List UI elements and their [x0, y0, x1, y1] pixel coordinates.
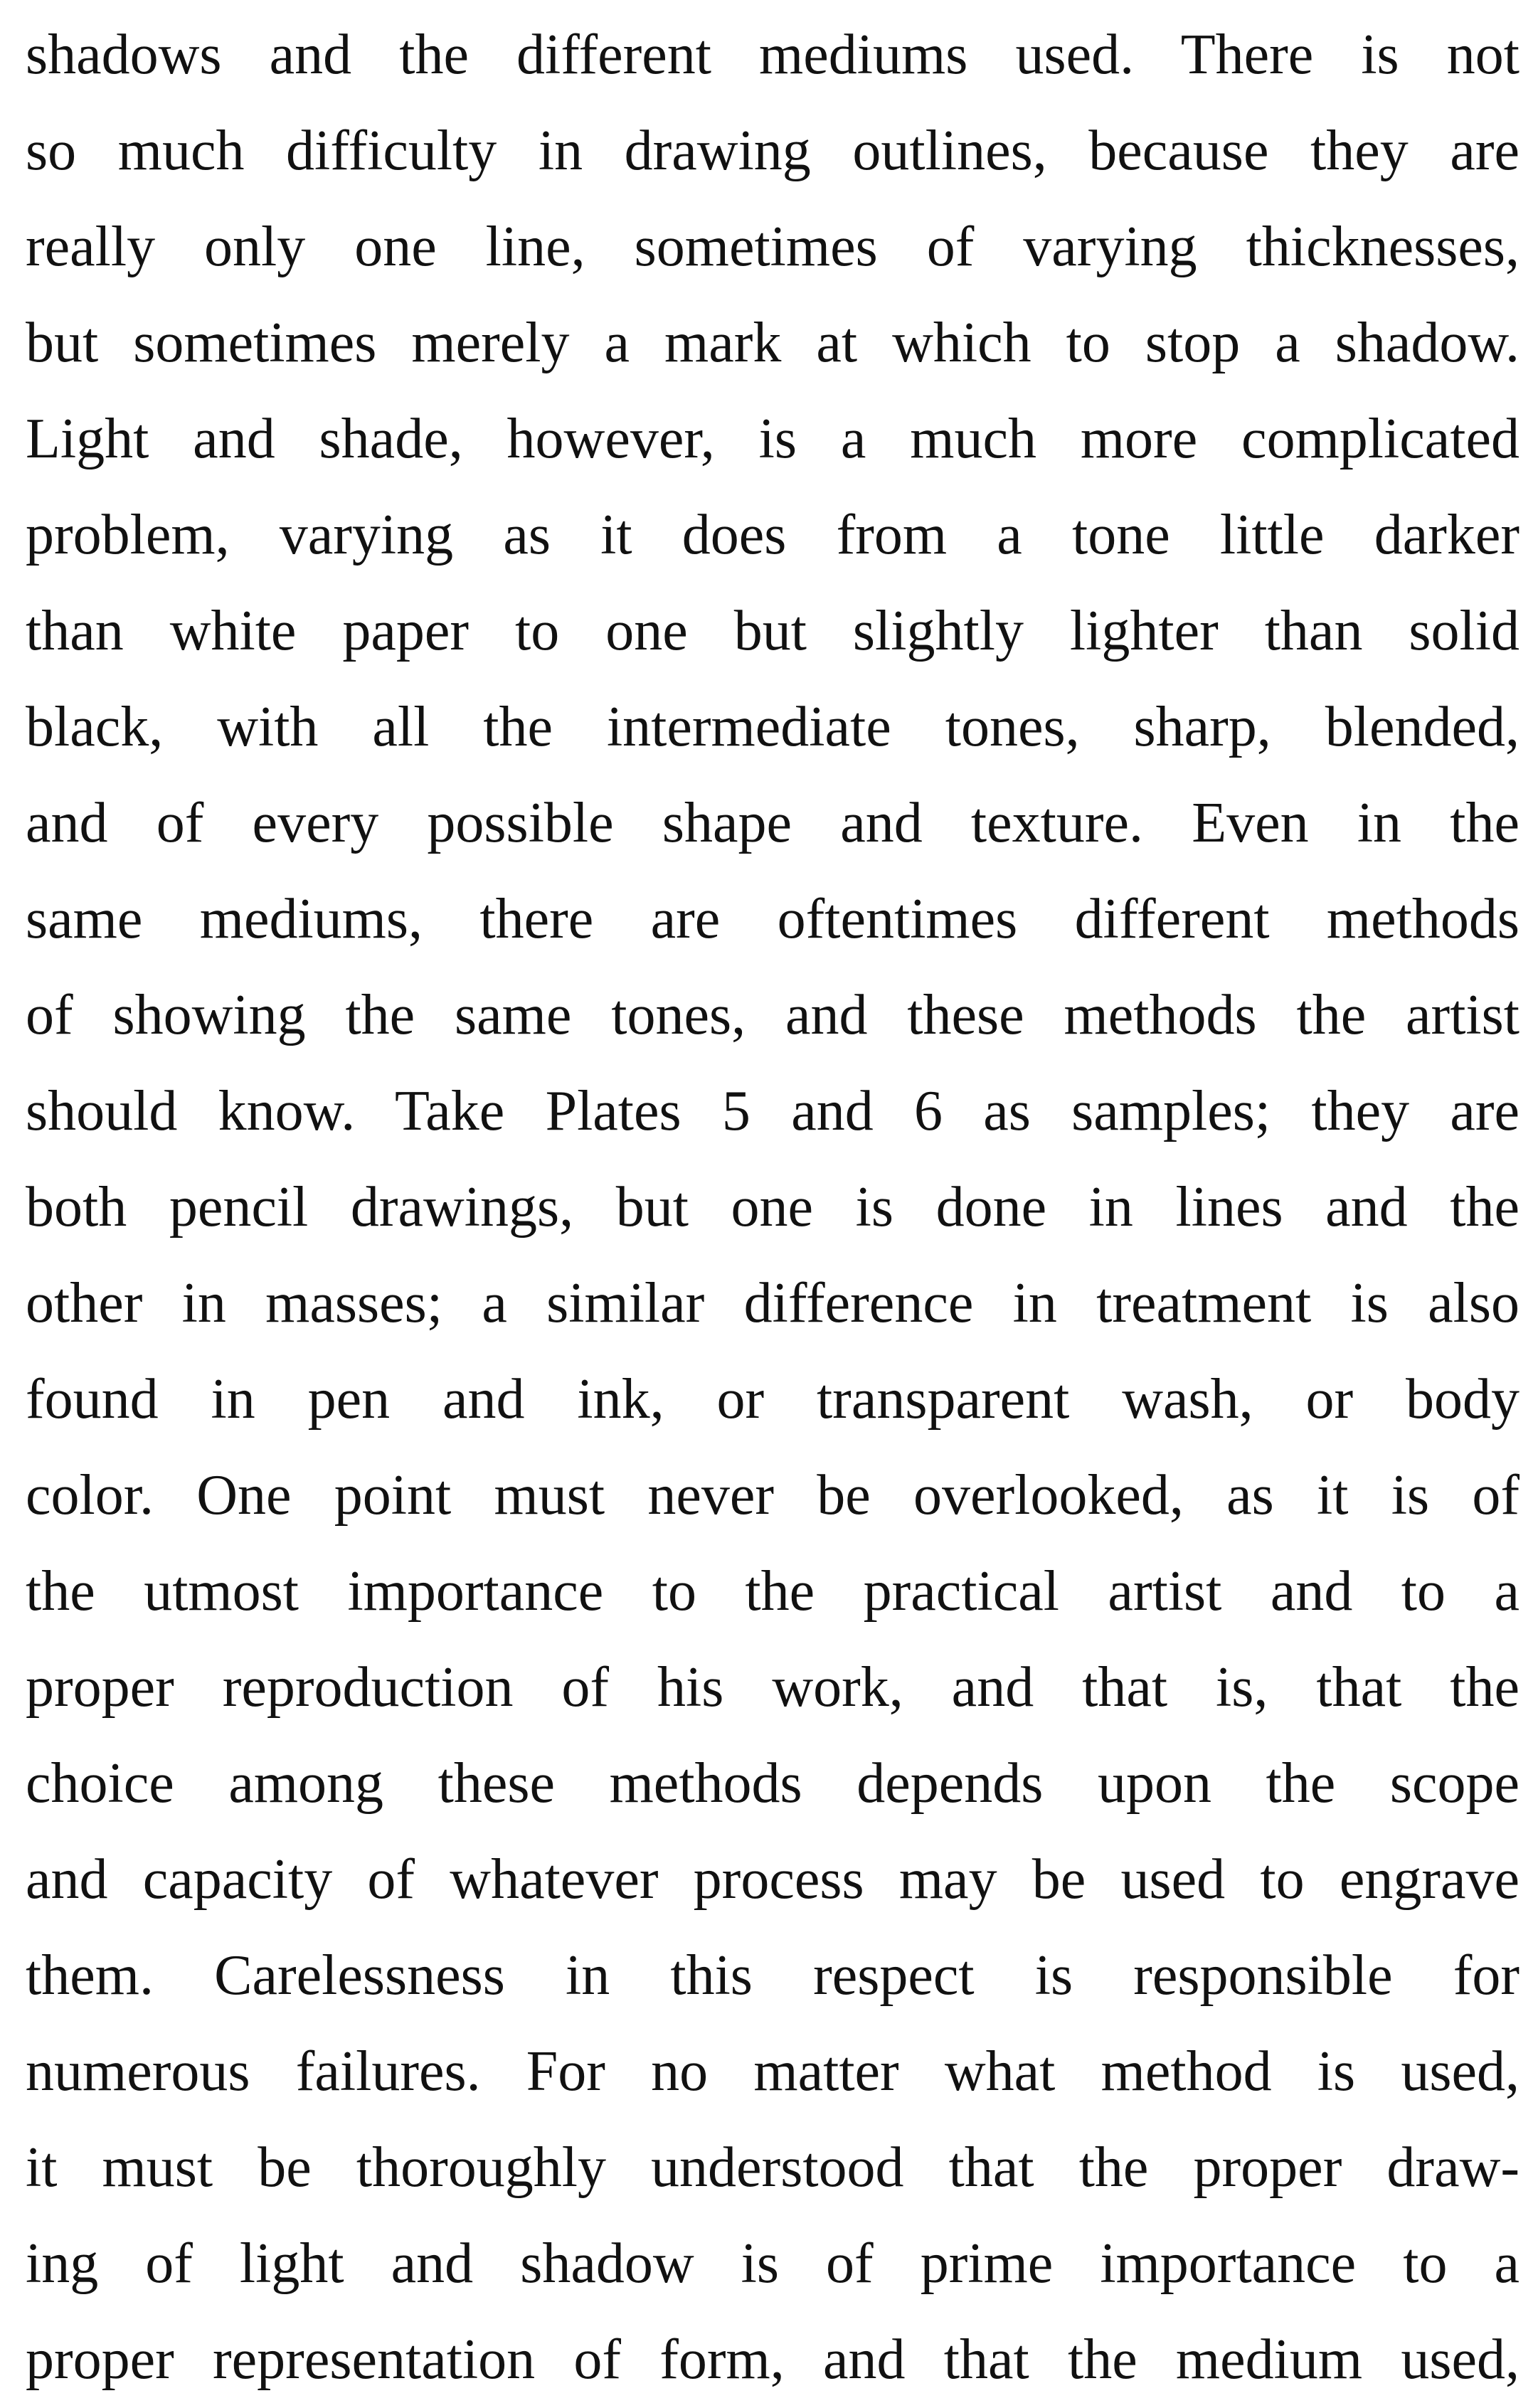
text-line: both pencil drawings, but one is done in lines and the: [26, 1176, 1520, 1239]
text-line: proper reproduction of his work, and that is, that the: [26, 1656, 1520, 1719]
text-line: should know. Take Plates 5 and 6 as samples; they are: [26, 1080, 1520, 1142]
text-line: Light and shade, however, is a much more complicated: [26, 408, 1520, 470]
text-line: them. Carelessness in this respect is responsible for: [26, 1944, 1520, 2007]
text-line: proper representation of form, and that the medium used,: [26, 2328, 1520, 2391]
text-line: color. One point must never be overlooked, as it is of: [26, 1464, 1520, 1527]
text-line: but sometimes merely a mark at which to stop a shadow.: [26, 312, 1520, 374]
text-line: other in masses; a similar difference in treatment is also: [26, 1272, 1520, 1335]
text-line: and capacity of whatever process may be used to engrave: [26, 1848, 1520, 1911]
body-paragraph: [26, 7, 1520, 2408]
text-line: black, with all the intermediate tones, sharp, blended,: [26, 696, 1520, 758]
text-line: and of every possible shape and texture. Even in the: [26, 792, 1520, 854]
text-line: of showing the same tones, and these methods the artist: [26, 984, 1520, 1046]
text-line: it must be thoroughly understood that the proper draw-: [26, 2136, 1520, 2199]
text-line: numerous failures. For no matter what method is used,: [26, 2040, 1520, 2103]
text-line: shadows and the different mediums used. There is not: [26, 23, 1520, 86]
text-line: problem, varying as it does from a tone little darker: [26, 504, 1520, 566]
text-line: ing of light and shadow is of prime importance to a: [26, 2232, 1520, 2295]
text-line: so much difficulty in drawing outlines, because they are: [26, 120, 1520, 182]
text-line: really only one line, sometimes of varying thicknesses,: [26, 216, 1520, 278]
text-line: the utmost importance to the practical artist and to a: [26, 1560, 1520, 1623]
text-line: same mediums, there are oftentimes different methods: [26, 888, 1520, 950]
text-line: choice among these methods depends upon the scope: [26, 1752, 1520, 1815]
text-line: found in pen and ink, or transparent wash, or body: [26, 1368, 1520, 1431]
text-line: than white paper to one but slightly lighter than solid: [26, 600, 1520, 662]
